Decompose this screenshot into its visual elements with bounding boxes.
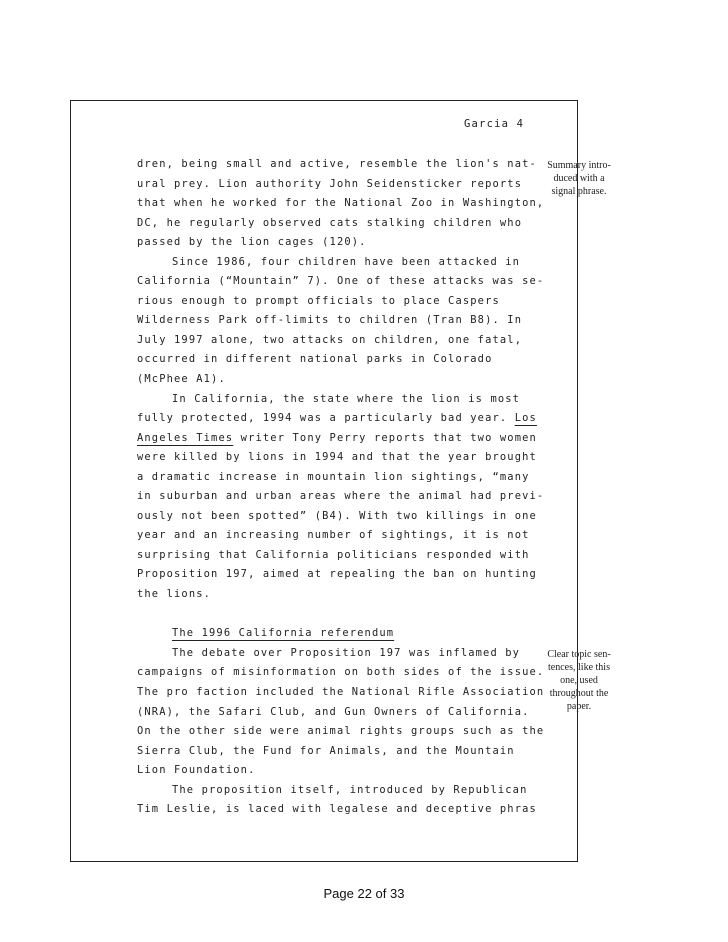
text-line: passed by the lion cages (120). [137, 236, 367, 248]
annotation-line: throughout the [549, 688, 609, 699]
text-line: DC, he regularly observed cats stalking children who [137, 217, 523, 229]
text-line: rious enough to prompt officials to place Caspers [137, 295, 500, 307]
margin-annotation [536, 159, 622, 198]
newspaper-title: Angeles Times [137, 432, 234, 444]
text-line: dren, being small and active, resemble the lion's nat- [137, 158, 537, 170]
newspaper-title: Los [514, 412, 537, 424]
annotation-line: one, used [560, 675, 598, 686]
annotation-line: Clear topic sen- [547, 649, 611, 660]
text-line: that when he worked for the National Zoo in Washington, [137, 197, 545, 209]
text-line: July 1997 alone, two attacks on children, one fatal, [137, 334, 523, 346]
text-line: (NRA), the Safari Club, and Gun Owners of California. [137, 706, 530, 718]
text-line: Wilderness Park off-limits to children (Tran B8). In [137, 314, 523, 326]
text-line: Proposition 197, aimed at repealing the ban on hunting [137, 568, 537, 580]
text-line: campaigns of misinformation on both sides of the issue. [137, 666, 545, 678]
text-segment: fully protected, 1994 was a particularly bad year. [137, 412, 515, 424]
text-line: California (“Mountain” 7). One of these attacks was se- [137, 275, 545, 287]
text-line: On the other side were animal rights groups such as the [137, 725, 545, 737]
text-line: Since 1986, four children have been attacked in [172, 256, 521, 268]
text-line: were killed by lions in 1994 and that the year brought [137, 451, 537, 463]
running-head: Garcia 4 [464, 118, 525, 130]
annotation-line: tences, like this [548, 662, 610, 673]
text-line: surprising that California politicians responded with [137, 549, 530, 561]
page-number: Page 22 of 33 [323, 886, 405, 901]
text-line: Lion Foundation. [137, 764, 256, 776]
annotation-line: duced with a [553, 173, 605, 184]
annotation-line: signal phrase. [551, 186, 607, 197]
text-line: The debate over Proposition 197 was inflamed by [172, 647, 521, 659]
text-line: Sierra Club, the Fund for Animals, and the Mountain [137, 745, 515, 757]
text-line: in suburban and urban areas where the animal had previ- [137, 490, 545, 502]
text-line: ously not been spotted” (B4). With two killings in one [137, 510, 537, 522]
margin-annotation [536, 648, 622, 713]
text-line: ural prey. Lion authority John Seidensticker reports [137, 178, 523, 190]
text-line: (McPhee A1). [137, 373, 226, 385]
text-line: The proposition itself, introduced by Republican [172, 784, 528, 796]
text-line: Tim Leslie, is laced with legalese and deceptive phras [137, 803, 537, 815]
text-line: occurred in different national parks in Colorado [137, 353, 493, 365]
text-line: In California, the state where the lion is most [172, 393, 521, 405]
text-line: a dramatic increase in mountain lion sightings, “many [137, 471, 530, 483]
text-line: The pro faction included the National Rifle Association [137, 686, 545, 698]
annotation-line: paper. [566, 701, 592, 712]
annotation-line: Summary intro- [547, 160, 611, 171]
text-line [137, 431, 537, 445]
text-line: year and an increasing number of sightings, it is not [137, 529, 530, 541]
text-line [137, 411, 537, 425]
text-segment: writer Tony Perry reports that two women [233, 432, 537, 444]
section-heading: The 1996 California referendum [172, 627, 395, 639]
text-line: the lions. [137, 588, 212, 600]
